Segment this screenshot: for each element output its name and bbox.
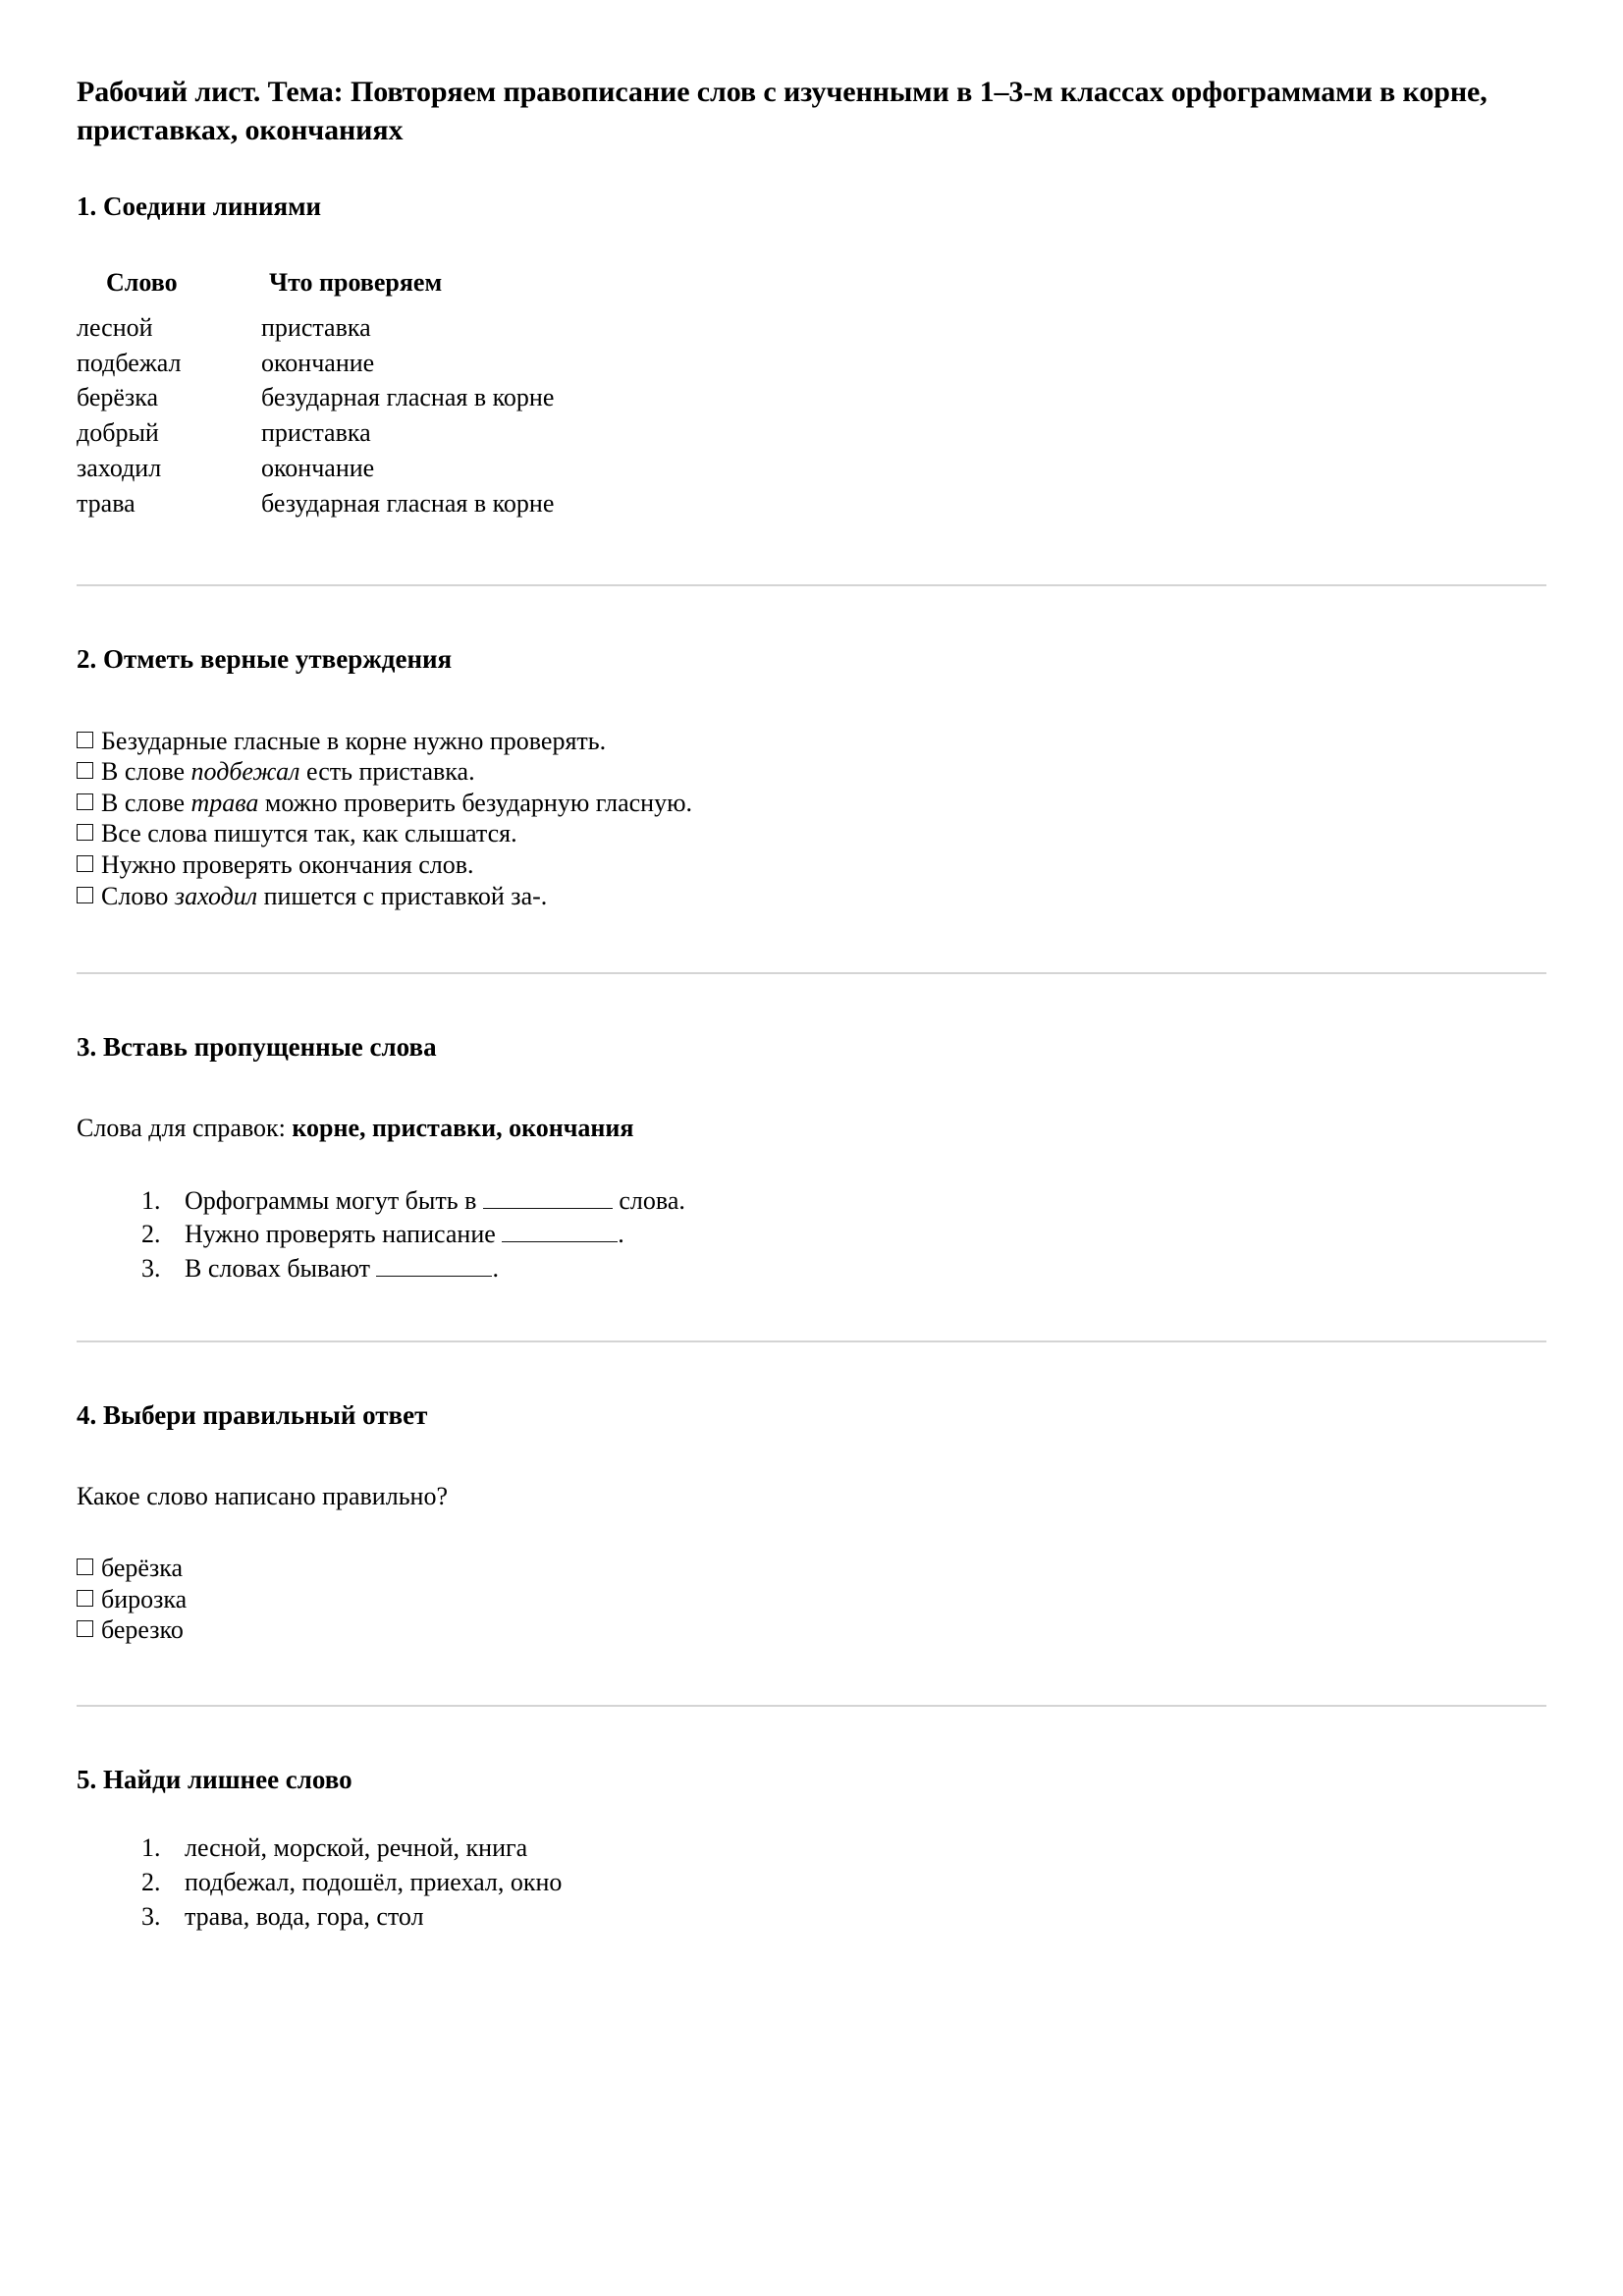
checklist-item[interactable] — [77, 849, 1546, 881]
spacer — [77, 1342, 1546, 1399]
option-item[interactable] — [77, 1614, 1546, 1646]
cell-word[interactable]: подбежал — [77, 348, 182, 377]
table-row[interactable] — [77, 486, 554, 521]
spacer — [77, 1433, 1546, 1480]
spacer — [77, 521, 1546, 584]
spacer — [77, 1145, 1546, 1184]
list-item[interactable]: 2. подбежал, подошёл, приехал, окно — [167, 1866, 1546, 1900]
statement-text-after: есть приставка. — [299, 757, 475, 787]
cell-word[interactable]: лесной — [77, 312, 153, 342]
sentence-after-blank: . — [618, 1220, 624, 1249]
checklist-item[interactable] — [77, 756, 1546, 788]
match-pairs-table — [77, 265, 554, 521]
checkbox-icon[interactable] — [77, 887, 93, 903]
checkbox-icon[interactable] — [77, 793, 93, 810]
option-label: берёзка — [101, 1553, 184, 1582]
statement-text: Нужно проверять окончания слов. — [101, 849, 474, 879]
section-2-heading: 2. Отметь верные утверждения — [77, 643, 453, 674]
statement-text: Все слова пишутся так, как слышатся. — [101, 819, 517, 848]
section-4-heading: 4. Выбери правильный ответ — [77, 1400, 428, 1431]
statement-text-before: В слове — [101, 788, 191, 817]
checkbox-icon[interactable] — [77, 1558, 93, 1575]
blank-field[interactable] — [502, 1218, 618, 1242]
statement-emphasis-word: трава — [190, 788, 259, 817]
spacer — [77, 586, 1546, 643]
spacer — [77, 1513, 1546, 1553]
section-3-heading: 3. Вставь пропущенные слова — [77, 1032, 437, 1063]
sentence-before-blank: В словах бывают — [185, 1253, 377, 1283]
spacer — [77, 224, 1546, 265]
cell-check[interactable]: окончание — [261, 454, 375, 483]
cell-check[interactable]: безударная гласная в корне — [261, 489, 555, 518]
checklist-item[interactable] — [77, 726, 1546, 757]
fill-in-blanks-list — [77, 1184, 1546, 1286]
spacer — [77, 1707, 1546, 1764]
spacer — [77, 911, 1546, 972]
checkbox-icon[interactable] — [77, 824, 93, 841]
statement-text-after: можно проверить безударную гласную. — [258, 788, 692, 817]
sentence-before-blank: Орфограммы могут быть в — [185, 1185, 483, 1215]
odd-one-out-list — [77, 1831, 1546, 1934]
blank-field[interactable] — [483, 1184, 613, 1209]
statement-text-after: пишется с приставкой за-. — [257, 881, 548, 910]
checkbox-icon[interactable] — [77, 1620, 93, 1637]
statement-text-before: Слово — [101, 881, 175, 910]
page-title: Рабочий лист. Тема: Повторяем правописание слов с изученными в 1–3-м классах орфограммами в корне, приставках, окончаниях — [77, 76, 1488, 146]
option-label: бирозка — [101, 1584, 188, 1613]
sentence-after-blank: слова. — [612, 1185, 685, 1215]
table-row[interactable] — [77, 451, 554, 486]
checklist-item[interactable] — [77, 788, 1546, 819]
cell-word[interactable]: берёзка — [77, 383, 159, 412]
cell-word[interactable]: трава — [77, 489, 135, 518]
cell-check[interactable]: приставка — [261, 312, 371, 342]
column-header-check: Что проверяем — [269, 267, 443, 297]
table-header-row — [77, 265, 554, 310]
section-1-heading: 1. Соедини линиями — [77, 191, 322, 221]
table-row[interactable] — [77, 380, 554, 415]
list-item[interactable] — [167, 1252, 1546, 1286]
spacer — [77, 149, 1546, 191]
option-label: березко — [101, 1615, 184, 1645]
reference-words-values: корне, приставки, окончания — [292, 1113, 634, 1142]
cell-check[interactable]: безударная гласная в корне — [261, 383, 555, 412]
section-4-question: Какое слово написано правильно? — [77, 1482, 449, 1511]
column-header-word: Слово — [106, 267, 178, 297]
statement-emphasis-word: подбежал — [190, 757, 300, 787]
cell-check[interactable]: окончание — [261, 348, 375, 377]
cell-word[interactable]: заходил — [77, 454, 162, 483]
checkbox-icon[interactable] — [77, 732, 93, 748]
statement-text: Безударные гласные в корне нужно проверять. — [101, 726, 607, 755]
spacer — [77, 677, 1546, 726]
cell-check[interactable]: приставка — [261, 418, 371, 448]
sentence-before-blank: Нужно проверять написание — [185, 1220, 503, 1249]
spacer — [77, 1285, 1546, 1340]
multiple-choice-options — [77, 1553, 1546, 1646]
checkbox-icon[interactable] — [77, 1590, 93, 1607]
table-row[interactable] — [77, 415, 554, 451]
blank-field[interactable] — [376, 1252, 492, 1277]
spacer — [77, 974, 1546, 1031]
checklist-item[interactable] — [77, 818, 1546, 849]
checklist-item[interactable] — [77, 881, 1546, 912]
table-row[interactable] — [77, 346, 554, 381]
option-item[interactable] — [77, 1584, 1546, 1615]
reference-words-line — [77, 1112, 1546, 1145]
true-statements-checklist — [77, 726, 1546, 911]
list-item[interactable]: 1. лесной, морской, речной, книга — [167, 1831, 1546, 1866]
checkbox-icon[interactable] — [77, 762, 93, 779]
spacer — [77, 1065, 1546, 1112]
checkbox-icon[interactable] — [77, 855, 93, 872]
spacer — [77, 1796, 1546, 1831]
statement-text-before: В слове — [101, 757, 191, 787]
reference-words-label: Слова для справок: — [77, 1113, 293, 1142]
sentence-after-blank: . — [492, 1253, 499, 1283]
list-item[interactable]: 3. трава, вода, гора, стол — [167, 1900, 1546, 1935]
section-5-heading: 5. Найди лишнее слово — [77, 1764, 352, 1794]
statement-emphasis-word: заходил — [174, 881, 258, 910]
spacer — [77, 1646, 1546, 1705]
list-item[interactable] — [167, 1218, 1546, 1252]
option-item[interactable] — [77, 1553, 1546, 1584]
table-row[interactable] — [77, 310, 554, 346]
cell-word[interactable]: добрый — [77, 418, 159, 448]
list-item[interactable] — [167, 1184, 1546, 1219]
